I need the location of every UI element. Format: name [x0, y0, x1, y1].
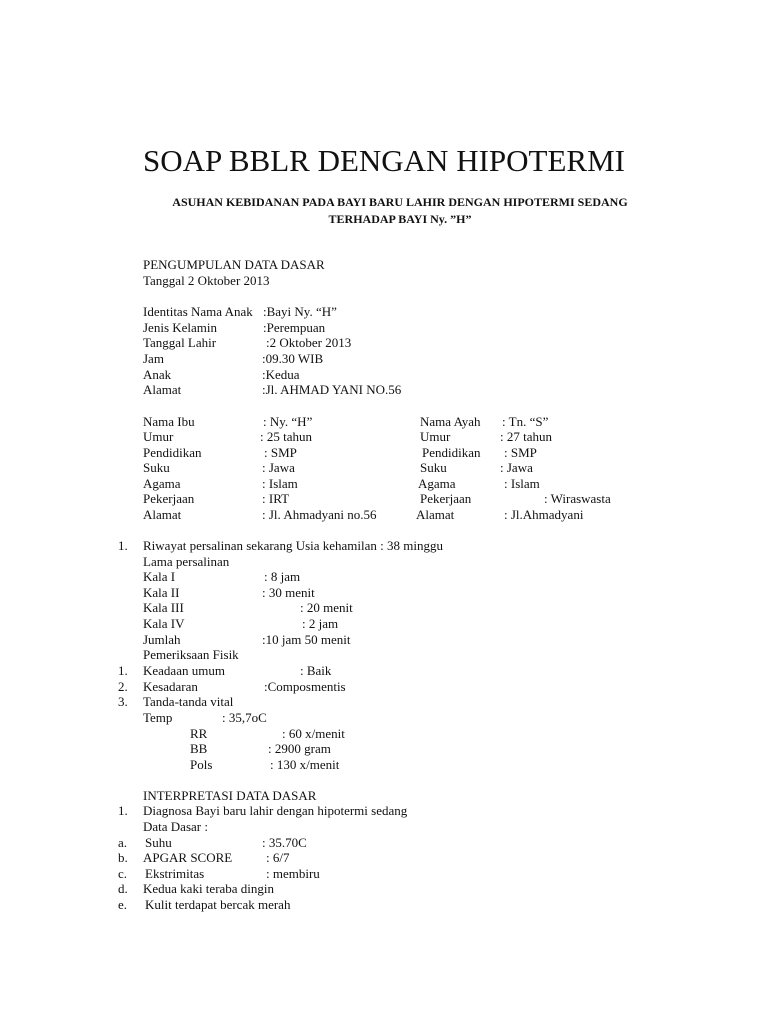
mother-value: : Ny. “H” [263, 414, 313, 429]
father-value: : Tn. “S” [502, 414, 549, 429]
child-label: Tanggal Lahir [143, 335, 217, 350]
kala-label: Kala I [143, 569, 176, 584]
kala-value: : 20 menit [300, 600, 353, 615]
exam-value: :Composmentis [264, 679, 346, 694]
child-label: Anak [143, 367, 172, 382]
father-label: Suku [420, 460, 447, 475]
mother-value: : IRT [262, 491, 290, 506]
labor-duration-heading: Lama persalinan [143, 554, 230, 569]
kala-label: Kala II [143, 585, 180, 600]
father-value: : Wiraswasta [544, 491, 611, 506]
mother-label: Pendidikan [143, 445, 202, 460]
kala-value: : 2 jam [302, 616, 339, 631]
section-heading-pengumpulan: PENGUMPULAN DATA DASAR [143, 257, 325, 272]
mother-label: Alamat [143, 507, 182, 522]
kala-label: Kala IV [143, 616, 185, 631]
mother-value: : Jl. Ahmadyani no.56 [262, 507, 377, 522]
exam-value: : Baik [300, 663, 332, 678]
finding-label: Suhu [145, 835, 172, 850]
physical-exam-heading: Pemeriksaan Fisik [143, 647, 239, 662]
finding-label: Kedua kaki teraba dingin [143, 881, 275, 896]
finding-label: Kulit terdapat bercak merah [145, 897, 291, 912]
child-label: Jam [143, 351, 164, 366]
vital-label: Pols [190, 757, 213, 772]
child-value: :09.30 WIB [262, 351, 324, 366]
mother-value: : 25 tahun [260, 429, 312, 444]
mother-value: : SMP [264, 445, 297, 460]
history-line: Riwayat persalinan sekarang Usia kehamilan : 38 minggu [143, 538, 444, 553]
father-label: Nama Ayah [420, 414, 481, 429]
vital-label: RR [190, 726, 208, 741]
subtitle-line-1: ASUHAN KEBIDANAN PADA BAYI BARU LAHIR DENGAN HIPOTERMI SEDANG [172, 195, 628, 209]
kala-value: :10 jam 50 menit [262, 632, 351, 647]
child-label: Alamat [143, 382, 182, 397]
list-letter: c. [118, 866, 128, 881]
vital-value: : 130 x/menit [270, 757, 340, 772]
list-number: 3. [118, 694, 128, 709]
list-letter: b. [118, 850, 128, 865]
document-title: SOAP BBLR DENGAN HIPOTERMI [143, 143, 625, 178]
finding-label: APGAR SCORE [143, 850, 233, 865]
subtitle-line-2: TERHADAP BAYI Ny. ”H” [328, 212, 472, 226]
child-label: Identitas Nama Anak [143, 304, 253, 319]
vital-value: : 35,7oC [222, 710, 267, 725]
section-heading-interpretasi: INTERPRETASI DATA DASAR [143, 788, 317, 803]
father-value: : Islam [504, 476, 540, 491]
father-label: Alamat [416, 507, 455, 522]
kala-label: Jumlah [143, 632, 181, 647]
list-number: 1. [118, 803, 128, 818]
mother-label: Nama Ibu [143, 414, 195, 429]
child-label: Jenis Kelamin [143, 320, 218, 335]
father-label: Pekerjaan [420, 491, 472, 506]
vital-label: BB [190, 741, 208, 756]
mother-label: Umur [143, 429, 174, 444]
mother-label: Agama [143, 476, 181, 491]
kala-label: Kala III [143, 600, 184, 615]
finding-label: Ekstrimitas [145, 866, 205, 881]
child-value: :Bayi Ny. “H” [263, 304, 337, 319]
section-date: Tanggal 2 Oktober 2013 [143, 273, 270, 288]
diagnosis-text: Diagnosa Bayi baru lahir dengan hipotermi sedang [143, 803, 408, 818]
father-value: : SMP [504, 445, 537, 460]
child-value: :Jl. AHMAD YANI NO.56 [262, 382, 402, 397]
list-number: 2. [118, 679, 128, 694]
father-value: : Jl.Ahmadyani [504, 507, 584, 522]
kala-value: : 8 jam [264, 569, 301, 584]
finding-value: : 6/7 [266, 850, 290, 865]
father-label: Agama [418, 476, 456, 491]
mother-value: : Islam [262, 476, 298, 491]
mother-label: Pekerjaan [143, 491, 195, 506]
vital-label: Temp [143, 710, 173, 725]
vital-value: : 2900 gram [268, 741, 331, 756]
finding-value: : membiru [266, 866, 320, 881]
child-value: :2 Oktober 2013 [266, 335, 352, 350]
child-value: :Kedua [262, 367, 300, 382]
exam-label: Keadaan umum [143, 663, 225, 678]
list-letter: d. [118, 881, 128, 896]
father-label: Pendidikan [422, 445, 481, 460]
mother-label: Suku [143, 460, 170, 475]
father-label: Umur [420, 429, 451, 444]
list-number: 1. [118, 538, 128, 553]
list-letter: e. [118, 897, 128, 912]
finding-value: : 35.70C [262, 835, 307, 850]
kala-value: : 30 menit [262, 585, 315, 600]
list-letter: a. [118, 835, 128, 850]
father-value: : 27 tahun [500, 429, 552, 444]
list-number: 1. [118, 663, 128, 678]
exam-label: Tanda-tanda vital [143, 694, 234, 709]
vital-value: : 60 x/menit [282, 726, 345, 741]
mother-value: : Jawa [262, 460, 295, 475]
child-value: :Perempuan [263, 320, 326, 335]
exam-label: Kesadaran [143, 679, 198, 694]
father-value: : Jawa [500, 460, 533, 475]
data-dasar-label: Data Dasar : [143, 819, 208, 834]
